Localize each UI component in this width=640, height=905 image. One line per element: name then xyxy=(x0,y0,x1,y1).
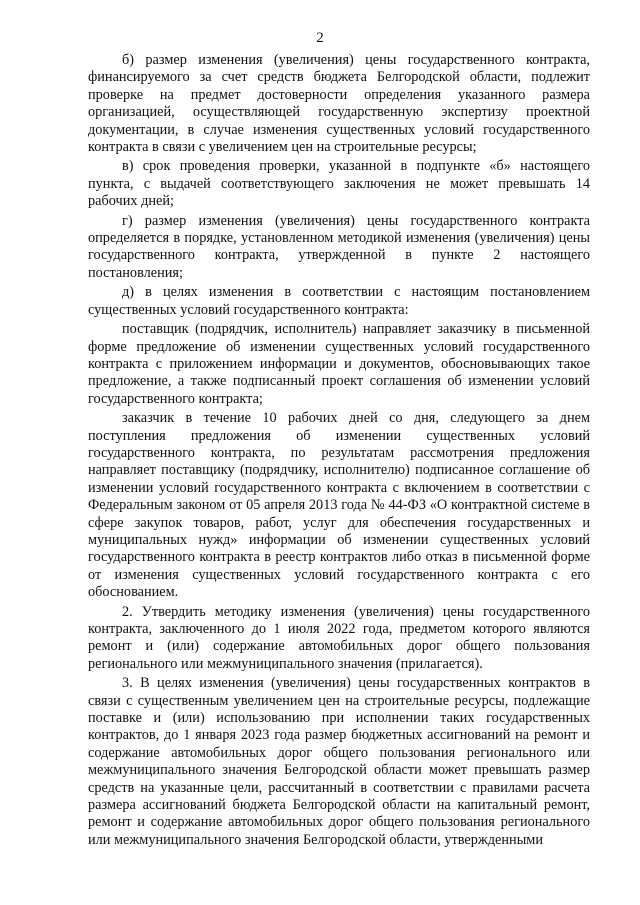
paragraph-subitem-g: г) размер изменения (увеличения) цены государственного контракта определяется в порядке, установленном методикой изменения (увеличения) цены государственного контракта, утвержденной в пункте 2 настоящего постановления; xyxy=(88,212,590,281)
document-body xyxy=(88,52,590,851)
paragraph-subitem-b: б) размер изменения (увеличения) цены государственного контракта, финансируемого за счет средств бюджета Белгородской области, подлежит проверке на предмет достоверности определения указанного размера организацией, осуществляющей государственную экспертизу проектной документации, в случае изменения существенных условий государственного контракта в связи с увеличением цен на строительные ресурсы; xyxy=(88,52,590,156)
paragraph-subitem-v: в) срок проведения проверки, указанной в подпункте «б» настоящего пункта, с выдачей соответствующего заключения не может превышать 14 рабочих дней; xyxy=(88,158,590,210)
paragraph-item-2: 2. Утвердить методику изменения (увеличения) цены государственного контракта, заключенного до 1 июля 2022 года, предметом которого являются ремонт и (или) содержание автомобильных дорог общего пользования регионального или межмуниципального значения (прилагается). xyxy=(88,603,590,672)
paragraph-subitem-d: д) в целях изменения в соответствии с настоящим постановлением существенных условий государственного контракта: xyxy=(88,284,590,318)
paragraph-customer-response: заказчик в течение 10 рабочих дней со дня, следующего за днем поступления предложения об изменении существенных условий государственного контракта, по результатам рассмотрения предложения направляет поставщику (подрядчику, исполнителю) подписанное соглашение об изменении условий государственного контракта с включением в соответствии с Федеральным законом от 05 апреля 2013 года № 44-ФЗ «О контрактной системе в сфере закупок товаров, работ, услуг для обеспечения государственных и муниципальных нужд» информации об изменении существенных условий государственного контракта в реестр контрактов либо отказ в письменной форме от изменения существенных условий государственного контракта с его обоснованием. xyxy=(88,410,590,601)
paragraph-supplier-proposal: поставщик (подрядчик, исполнитель) направляет заказчику в письменной форме предложение об изменении существенных условий государственного контракта с приложением информации и документов, обосновывающих такое предложение, а также подписанный проект соглашения об изменении условий государственного контракта; xyxy=(88,321,590,407)
paragraph-item-3: 3. В целях изменения (увеличения) цены государственных контрактов в связи с существенным увеличением цен на строительные ресурсы, подлежащие поставке и (или) использованию при исполнении таких государственных контрактов, до 1 января 2023 года размер бюджетных ассигнований на ремонт и содержание автомобильных дорог общего пользования регионального или межмуниципального значения Белгородской области может превышать размер средств на указанные цели, рассчитанный в соответствии с правилами расчета размера ассигнований бюджета Белгородской области на капитальный ремонт, ремонт и содержание автомобильных дорог общего пользования регионального или межмуниципального значения Белгородской области, утвержденными xyxy=(88,675,590,848)
page-number: 2 xyxy=(316,30,324,46)
